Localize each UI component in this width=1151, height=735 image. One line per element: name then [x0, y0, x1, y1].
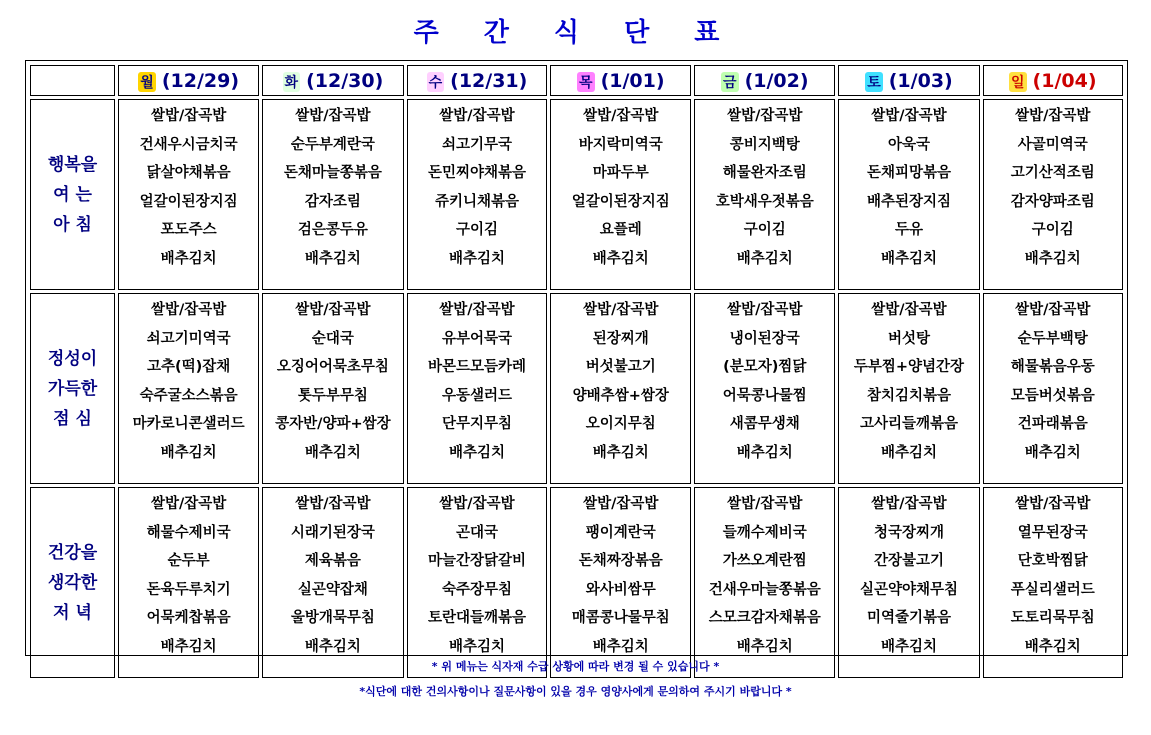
menu-cell — [694, 487, 835, 678]
dish-item: 쇠고기무국 — [441, 136, 512, 153]
dish-item: 배추김치 — [304, 444, 361, 461]
menu-cell — [550, 487, 691, 678]
dish-item: 고추(떡)잡채 — [147, 359, 231, 376]
dish-item: 건새우마늘쫑볶음 — [708, 581, 821, 598]
dish-item: 배추김치 — [880, 638, 937, 655]
day-header — [838, 65, 979, 96]
dish-item: 구이김 — [743, 222, 786, 239]
dish-item: 단호박찜닭 — [1017, 553, 1088, 570]
dish-item: 콩비지백탕 — [729, 136, 800, 153]
dish-item: 쌀밥/잡곡밥 — [871, 108, 947, 124]
dish-item: 간장불고기 — [873, 553, 944, 570]
dish-item: 쌀밥/잡곡밥 — [439, 496, 515, 512]
dish-item: 단무지무침 — [441, 416, 512, 433]
dish-item: 구이김 — [455, 222, 498, 239]
page-title: 주 간 식 단 표 — [413, 18, 738, 48]
dish-item: 오징어어묵초무침 — [276, 359, 389, 376]
dish-item: 버섯불고기 — [585, 359, 656, 376]
dish-item: 쥬키니채볶음 — [434, 193, 519, 210]
dish-item: 돈채짜장볶음 — [578, 553, 663, 570]
dish-item: 배추김치 — [592, 250, 649, 267]
dish-item: 미역줄기볶음 — [866, 610, 951, 627]
note-change: * 위 메뉴는 식자재 수급 상황에 따라 변경 될 수 있습니다 * — [431, 660, 720, 673]
dish-item: 호박새우젓볶음 — [715, 193, 814, 210]
dish-item: 얼갈이된장지짐 — [571, 193, 670, 210]
dish-item: 고기산적조림 — [1010, 165, 1095, 182]
dish-item: 고사리들깨볶음 — [859, 416, 958, 433]
day-header — [118, 65, 259, 96]
menu-cell — [262, 293, 403, 484]
meal-label-line: 아 침 — [53, 214, 92, 235]
dish-item: 들깨수제비국 — [722, 524, 807, 541]
dish-item: 쌀밥/잡곡밥 — [583, 108, 659, 124]
dish-item: 배추김치 — [160, 638, 217, 655]
dish-item: 쌀밥/잡곡밥 — [871, 302, 947, 318]
corner-cell — [30, 65, 115, 96]
dish-item: 어묵케찹볶음 — [146, 610, 231, 627]
day-date: (1/03) — [888, 69, 953, 92]
menu-cell — [838, 293, 979, 484]
dish-item: 해물볶음우동 — [1010, 359, 1095, 376]
dish-item: 시래기된장국 — [290, 524, 375, 541]
dish-item: 토란대들깨볶음 — [427, 610, 526, 627]
dish-item: 쌀밥/잡곡밥 — [439, 302, 515, 318]
day-label: 화 — [283, 72, 301, 92]
dish-item: 콩자반/양파+쌈장 — [275, 416, 391, 433]
dish-item: 어묵콩나물찜 — [722, 387, 807, 404]
dish-item: 도토리묵무침 — [1010, 610, 1095, 627]
dish-item: 검은콩두유 — [297, 222, 368, 239]
dish-item: 건새우시금치국 — [139, 136, 238, 153]
dish-item: 배추김치 — [592, 444, 649, 461]
day-label: 일 — [1009, 72, 1027, 92]
dish-item: 순두부 — [167, 553, 210, 570]
dish-item: 쌀밥/잡곡밥 — [1015, 496, 1091, 512]
dish-item: 숙주장무침 — [441, 581, 512, 598]
dish-item: 바지락미역국 — [578, 136, 663, 153]
day-date: (12/30) — [306, 69, 384, 92]
menu-cell — [983, 293, 1123, 484]
dish-item: 쌀밥/잡곡밥 — [727, 302, 803, 318]
menu-cell — [983, 487, 1123, 678]
dish-item: 쌀밥/잡곡밥 — [295, 108, 371, 124]
meal-label-line: 점 심 — [53, 408, 92, 429]
dish-item: 냉이된장국 — [729, 330, 800, 347]
day-label: 토 — [865, 72, 883, 92]
menu-cell — [262, 487, 403, 678]
dish-item: 사골미역국 — [1017, 136, 1088, 153]
dish-item: 새콤무생채 — [729, 416, 800, 433]
dish-item: 배추김치 — [304, 638, 361, 655]
day-label: 수 — [427, 72, 445, 92]
dish-item: 와사비쌈무 — [585, 581, 656, 598]
dish-item: 감자조림 — [304, 193, 361, 210]
menu-cell — [838, 487, 979, 678]
dish-item: 포도주스 — [160, 222, 217, 239]
menu-cell — [262, 99, 403, 290]
dish-item: 청국장찌개 — [873, 524, 944, 541]
meal-label-line: 여 는 — [53, 184, 92, 205]
dish-item: 우동샐러드 — [441, 387, 512, 404]
dish-item: 배추김치 — [304, 250, 361, 267]
dish-item: (분모자)찜닭 — [723, 359, 807, 376]
day-header — [983, 65, 1123, 96]
dish-item: 쌀밥/잡곡밥 — [295, 302, 371, 318]
dish-item: 울방개묵무침 — [290, 610, 375, 627]
dish-item: 쌀밥/잡곡밥 — [1015, 108, 1091, 124]
dish-item: 마파두부 — [592, 165, 649, 182]
day-header — [694, 65, 835, 96]
dish-item: 유부어묵국 — [441, 330, 512, 347]
dish-item: 마늘간장닭갈비 — [427, 553, 526, 570]
meal-label-line: 저 녁 — [53, 602, 92, 623]
meal-label — [30, 293, 115, 484]
day-header — [550, 65, 691, 96]
dish-item: 쌀밥/잡곡밥 — [583, 496, 659, 512]
day-label: 월 — [138, 72, 156, 92]
menu-cell — [550, 99, 691, 290]
day-header — [407, 65, 548, 96]
dish-item: 배추김치 — [736, 638, 793, 655]
dish-item: 감자양파조림 — [1010, 193, 1095, 210]
meal-label-line: 행복을 — [47, 154, 98, 175]
day-date: (1/04) — [1032, 69, 1097, 92]
dish-item: 쌀밥/잡곡밥 — [583, 302, 659, 318]
dish-item: 배추된장지짐 — [866, 193, 951, 210]
dish-item: 아욱국 — [887, 136, 930, 153]
dish-item: 모듬버섯볶음 — [1010, 387, 1095, 404]
dish-item: 배추김치 — [592, 638, 649, 655]
meal-label — [30, 487, 115, 678]
day-label: 목 — [577, 72, 595, 92]
menu-cell — [118, 99, 259, 290]
dish-item: 배추김치 — [448, 250, 505, 267]
dish-item: 매콤콩나물무침 — [571, 610, 670, 627]
dish-item: 배추김치 — [736, 250, 793, 267]
dish-item: 배추김치 — [1024, 638, 1081, 655]
dish-item: 배추김치 — [448, 638, 505, 655]
meal-label-line: 건강을 — [47, 542, 98, 563]
menu-cell — [407, 99, 548, 290]
dish-item: 곤대국 — [455, 524, 498, 541]
day-date: (1/02) — [744, 69, 809, 92]
menu-cell — [407, 293, 548, 484]
menu-cell — [550, 293, 691, 484]
dish-item: 쌀밥/잡곡밥 — [871, 496, 947, 512]
menu-cell — [118, 487, 259, 678]
dish-item: 얼갈이된장지짐 — [139, 193, 238, 210]
day-label: 금 — [721, 72, 739, 92]
dish-item: 열무된장국 — [1017, 524, 1088, 541]
dish-item: 두부찜+양념간장 — [853, 359, 965, 376]
dish-item: 배추김치 — [736, 444, 793, 461]
menu-cell — [407, 487, 548, 678]
day-date: (12/31) — [450, 69, 528, 92]
dish-item: 참치김치볶음 — [866, 387, 951, 404]
dish-item: 쌀밥/잡곡밥 — [150, 496, 227, 512]
dish-item: 돈민찌야채볶음 — [427, 165, 526, 182]
dish-item: 버섯탕 — [887, 330, 930, 347]
meal-label-line: 가득한 — [47, 378, 98, 399]
meal-label-line: 정성이 — [47, 348, 98, 369]
dish-item: 제육볶음 — [304, 553, 361, 570]
dish-item: 배추김치 — [1024, 250, 1081, 267]
dish-item: 바몬드모듬카레 — [427, 359, 526, 376]
dish-item: 푸실리샐러드 — [1010, 581, 1095, 598]
dish-item: 배추김치 — [1024, 444, 1081, 461]
day-header — [262, 65, 403, 96]
dish-item: 배추김치 — [880, 444, 937, 461]
day-date: (12/29) — [161, 69, 240, 92]
dish-item: 된장찌개 — [592, 330, 649, 347]
dish-item: 실곤약야채무침 — [859, 581, 958, 598]
menu-cell — [694, 99, 835, 290]
dish-item: 마카로니콘샐러드 — [132, 416, 245, 433]
dish-item: 양배추쌈+쌈장 — [572, 387, 669, 404]
dish-item: 쌀밥/잡곡밥 — [439, 108, 515, 124]
dish-item: 돈채피망볶음 — [866, 165, 951, 182]
dish-item: 순대국 — [311, 330, 354, 347]
dish-item: 톳두부무침 — [297, 387, 368, 404]
dish-item: 요플레 — [599, 222, 642, 239]
dish-item: 숙주굴소스볶음 — [139, 387, 238, 404]
meal-label-line: 생각한 — [47, 572, 98, 593]
dish-item: 두유 — [894, 222, 923, 239]
dish-item: 쌀밥/잡곡밥 — [1015, 302, 1091, 318]
dish-item: 쌀밥/잡곡밥 — [295, 496, 371, 512]
dish-item: 쌀밥/잡곡밥 — [727, 108, 803, 124]
dish-item: 배추김치 — [880, 250, 937, 267]
weekly-menu-table — [27, 62, 1126, 681]
dish-item: 구이김 — [1031, 222, 1074, 239]
dish-item: 오이지무침 — [585, 416, 656, 433]
menu-cell — [694, 293, 835, 484]
menu-cell — [118, 293, 259, 484]
dish-item: 가쓰오계란찜 — [722, 553, 807, 570]
menu-cell — [983, 99, 1123, 290]
dish-item: 건파래볶음 — [1017, 416, 1088, 433]
dish-item: 배추김치 — [160, 250, 217, 267]
dish-item: 순두부백탕 — [1017, 330, 1088, 347]
dish-item: 배추김치 — [448, 444, 505, 461]
dish-item: 배추김치 — [160, 444, 217, 461]
dish-item: 쌀밥/잡곡밥 — [150, 302, 227, 318]
dish-item: 돈육두루치기 — [146, 581, 231, 598]
note-inquiry: *식단에 대한 건의사항이나 질문사항이 있을 경우 영양사에게 문의하여 주시기 바랍니다 * — [359, 685, 792, 698]
day-date: (1/01) — [600, 69, 665, 92]
dish-item: 팽이계란국 — [585, 524, 656, 541]
dish-item: 실곤약잡채 — [297, 581, 368, 598]
meal-label — [30, 99, 115, 290]
dish-item: 쌀밥/잡곡밥 — [727, 496, 803, 512]
menu-cell — [838, 99, 979, 290]
dish-item: 닭살야채볶음 — [146, 165, 231, 182]
dish-item: 쌀밥/잡곡밥 — [150, 108, 227, 124]
dish-item: 해물수제비국 — [146, 524, 231, 541]
dish-item: 돈채마늘쫑볶음 — [283, 165, 382, 182]
dish-item: 해물완자조림 — [722, 165, 807, 182]
dish-item: 쇠고기미역국 — [146, 330, 231, 347]
dish-item: 스모크감자채볶음 — [708, 610, 821, 627]
dish-item: 순두부계란국 — [290, 136, 375, 153]
